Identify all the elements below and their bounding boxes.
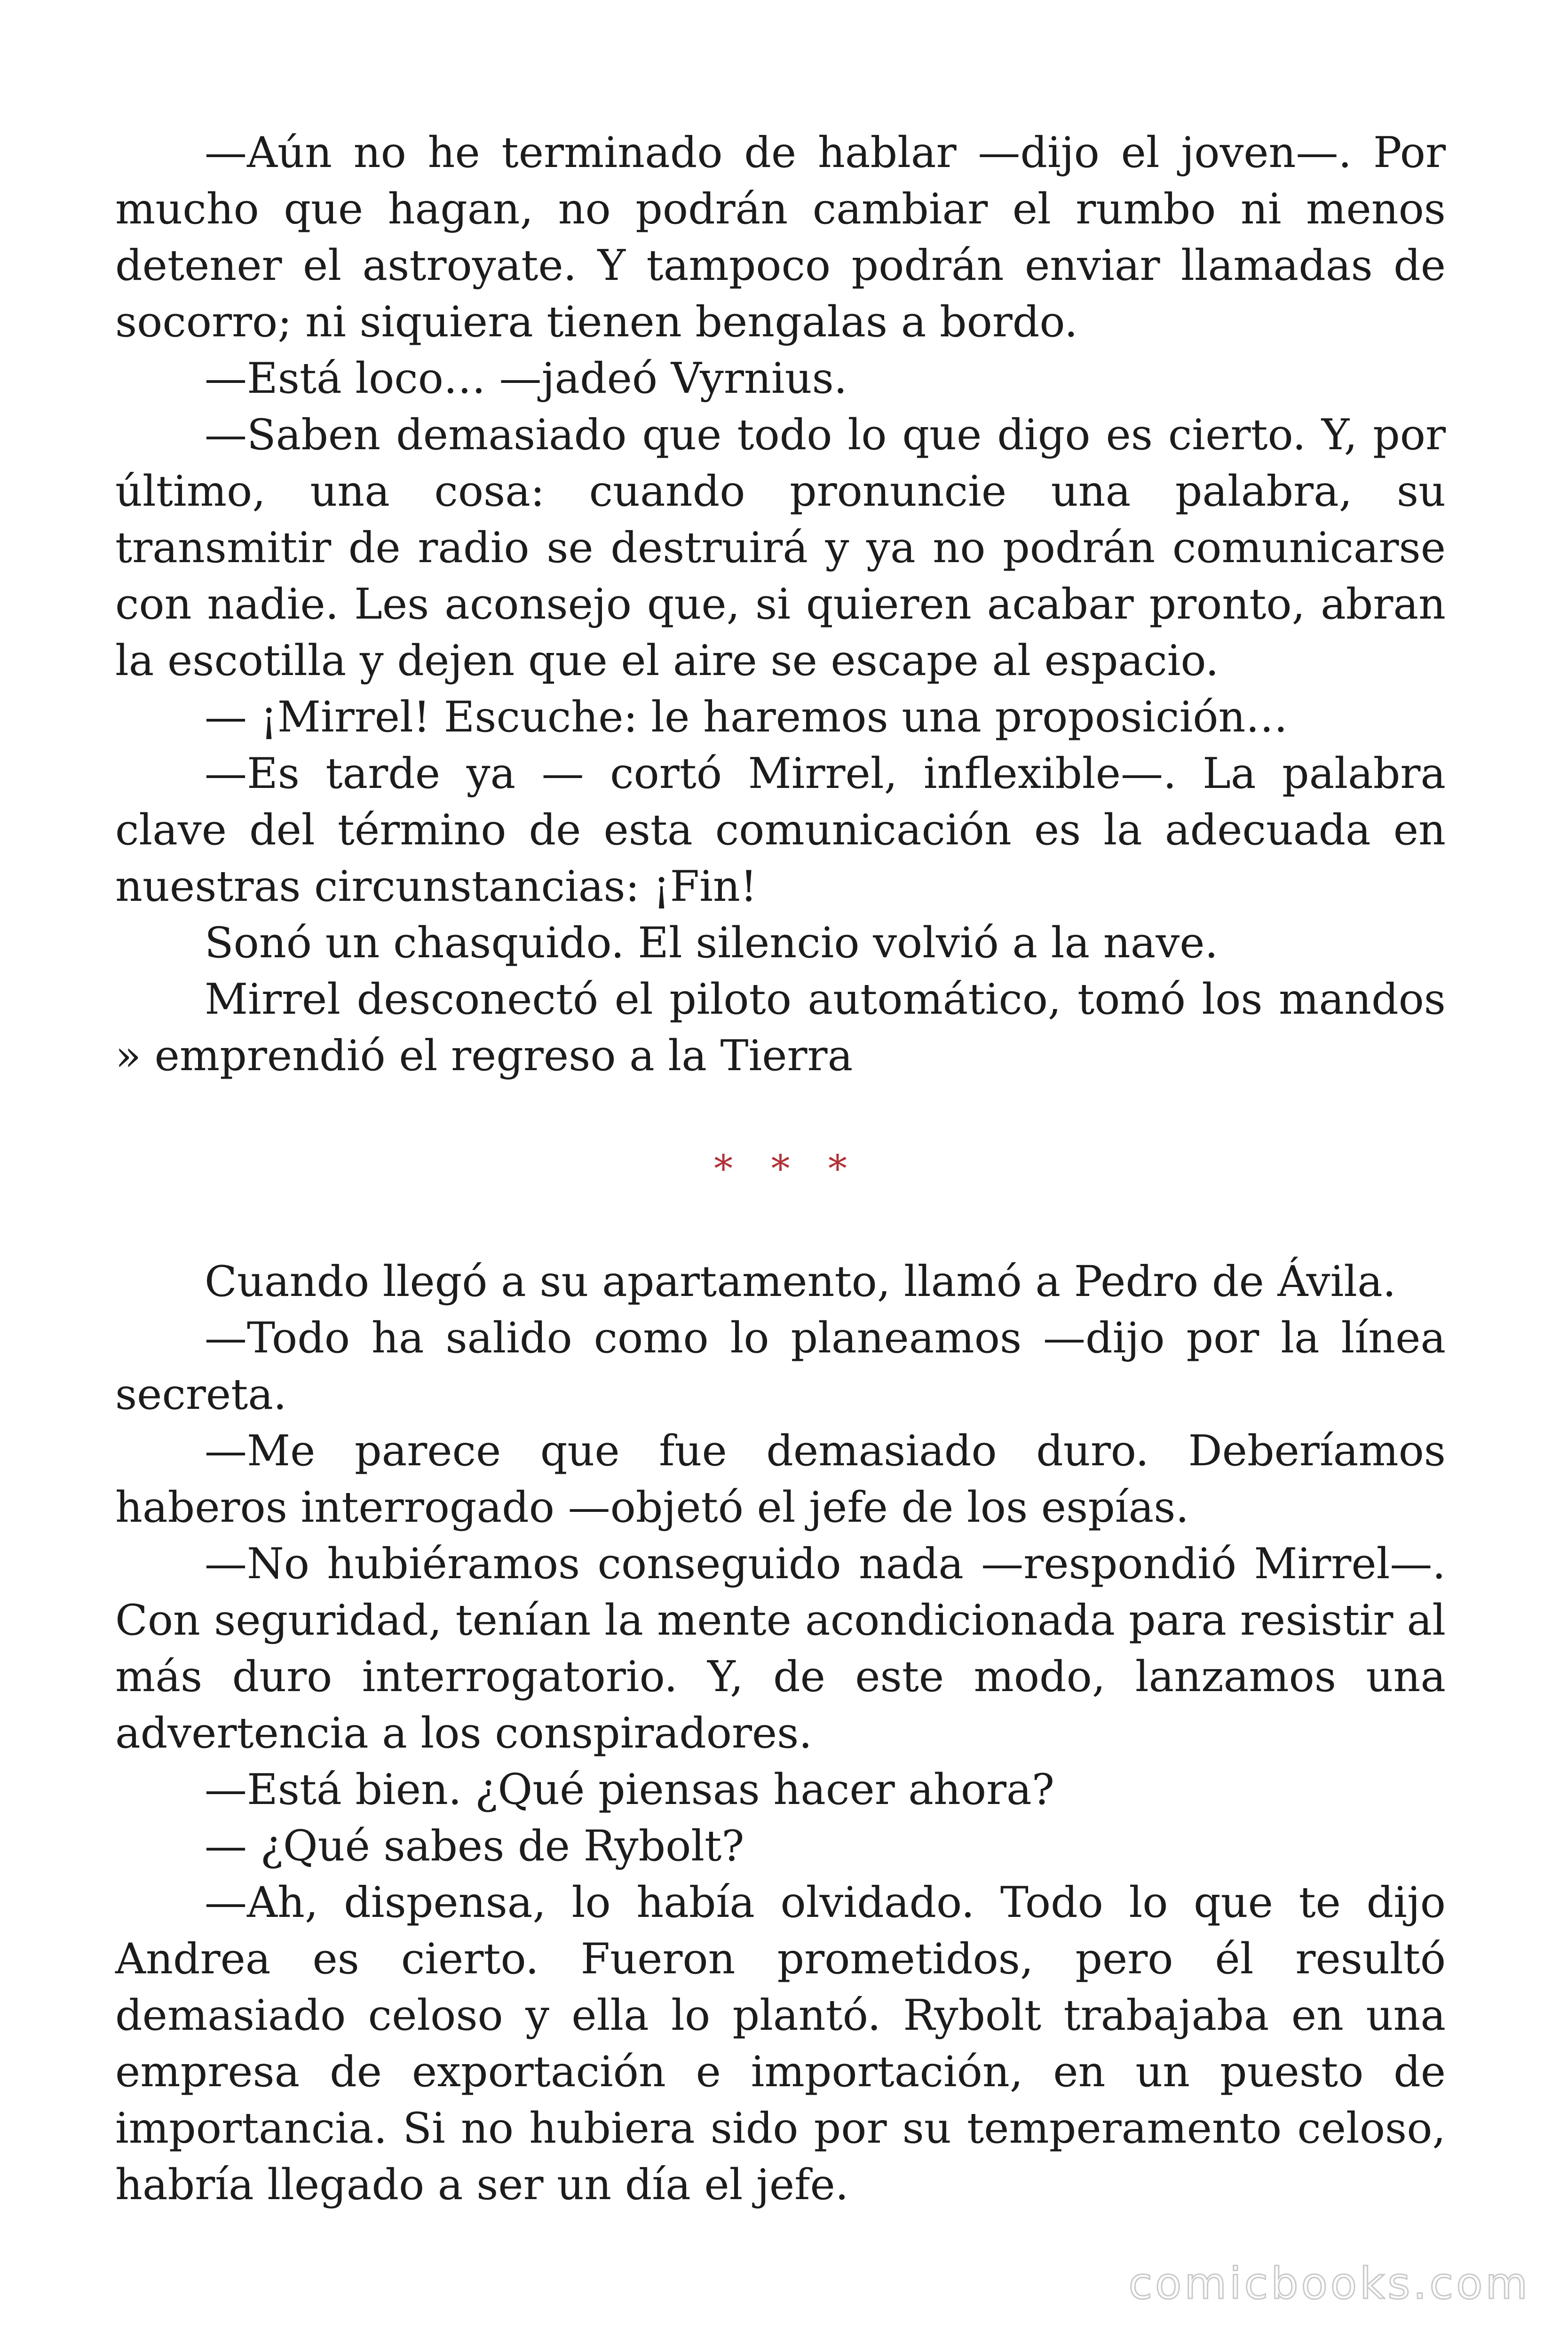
paragraph: —Saben demasiado que todo lo que digo es cierto. Y, por último, una cosa: cuando pronuncie una palabra, su transmitir de radio se destruirá y ya no podrán comunicarse con nadie. Les aconsejo que, si quieren acabar pronto, abran la escotilla y dejen que el aire se escape al espacio. bbox=[115, 410, 1446, 685]
paragraph: —Todo ha salido como lo planeamos —dijo por la línea secreta. bbox=[115, 1313, 1446, 1419]
paragraph: Sonó un chasquido. El silencio volvió a la nave. bbox=[205, 918, 1219, 968]
scene-separator: * * * bbox=[714, 1147, 860, 1191]
paragraph: —Aún no he terminado de hablar —dijo el joven—. Por mucho que hagan, no podrán cambiar el rumbo ni menos detener el astroyate. Y tampoco podrán enviar llamadas de socorro; ni siquiera tienen bengalas a bordo. bbox=[115, 128, 1446, 347]
watermark-logo: comicbooks.com bbox=[1128, 2258, 1530, 2309]
paragraph: Mirrel desconectó el piloto automático, tomó los mandos » emprendió el regreso a la Tierra bbox=[115, 975, 1446, 1081]
paragraph: — ¡Mirrel! Escuche: le haremos una proposición… bbox=[205, 692, 1288, 742]
section-two bbox=[115, 1254, 1446, 2213]
section-one bbox=[115, 125, 1446, 1084]
paragraph: —Está bien. ¿Qué piensas hacer ahora? bbox=[205, 1765, 1054, 1814]
paragraph: — ¿Qué sabes de Rybolt? bbox=[205, 1821, 744, 1871]
paragraph: —Me parece que fue demasiado duro. Deberíamos haberos interrogado —objetó el jefe de los espías. bbox=[115, 1426, 1446, 1532]
paragraph: —Es tarde ya — cortó Mirrel, inflexible—. La palabra clave del término de esta comunicación es la adecuada en nuestras circunstancias: ¡Fin! bbox=[115, 749, 1446, 911]
paragraph: —No hubiéramos conseguido nada —respondió Mirrel—. Con seguridad, tenían la mente acondicionada para resistir al más duro interrogatorio. Y, de este modo, lanzamos una advertencia a los conspiradores. bbox=[115, 1539, 1446, 1758]
paragraph: —Ah, dispensa, lo había olvidado. Todo lo que te dijo Andrea es cierto. Fueron prometidos, pero él resultó demasiado celoso y ella lo plantó. Rybolt trabajaba en una empresa de exportación e importación, en un puesto de importancia. Si no hubiera sido por su temperamento celoso, habría llegado a ser un día el jefe. bbox=[115, 1878, 1446, 2209]
paragraph: —Está loco… —jadeó Vyrnius. bbox=[205, 354, 847, 403]
paragraph: Cuando llegó a su apartamento, llamó a Pedro de Ávila. bbox=[205, 1257, 1396, 1306]
